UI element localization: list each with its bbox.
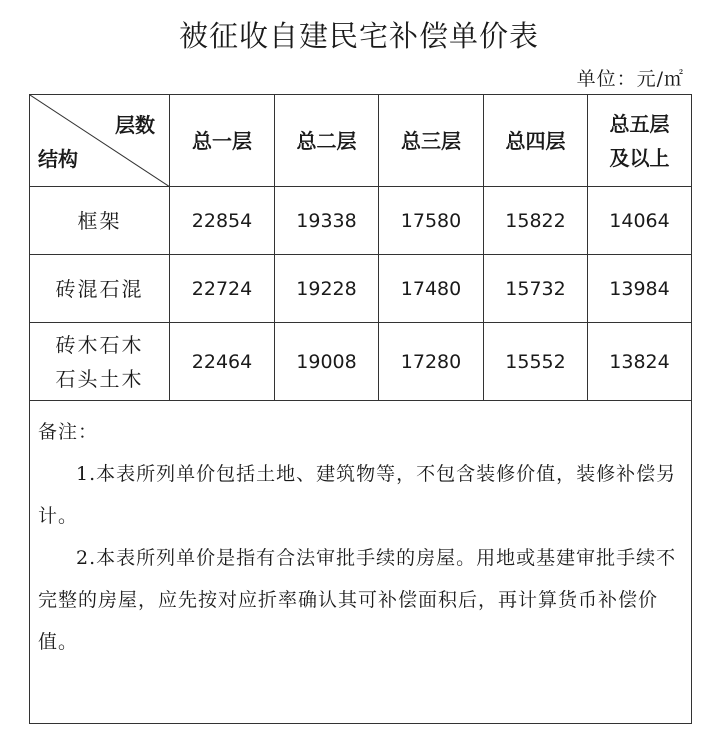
table-header-row: [30, 95, 692, 187]
table-cell: 15732: [484, 255, 588, 323]
table-row: [30, 255, 692, 323]
table-row: [30, 187, 692, 255]
note-item: 1.本表所列单价包括土地、建筑物等，不包含装修价值，装修补偿另计。: [38, 463, 677, 527]
row-label: 框架: [30, 187, 170, 255]
table-cell: 22854: [170, 187, 275, 255]
table-cell: 19008: [275, 323, 379, 401]
row-label-line: 石头土木: [55, 366, 144, 391]
corner-header-cell: [30, 95, 170, 187]
table-cell: 15822: [484, 187, 588, 255]
corner-floors-label: 层数: [115, 113, 155, 137]
table-cell: 13824: [588, 323, 692, 401]
table-cell: 19228: [275, 255, 379, 323]
table-cell: 17580: [379, 187, 484, 255]
row-label-line: 砖木石木: [55, 332, 144, 357]
note-item: 2.本表所列单价是指有合法审批手续的房屋。用地或基建审批手续不完整的房屋，应先按对应折率确认其可补偿面积后，再计算货币补偿价值。: [38, 547, 677, 653]
table-cell: 15552: [484, 323, 588, 401]
column-header: 总一层: [170, 95, 275, 187]
table-row: [30, 323, 692, 401]
column-header-line: 及以上: [609, 145, 670, 170]
row-label: [30, 323, 170, 401]
page-title: 被征收自建民宅补偿单价表: [178, 19, 539, 53]
notes-cell: [30, 401, 692, 724]
notes-heading: 备注：: [38, 421, 99, 443]
table-cell: 17480: [379, 255, 484, 323]
unit-label: 单位：元/㎡: [576, 68, 684, 90]
table-cell: 22464: [170, 323, 275, 401]
table-cell: 19338: [275, 187, 379, 255]
corner-structure-label: 结构: [38, 147, 78, 171]
column-header: 总四层: [484, 95, 588, 187]
column-header: 总二层: [275, 95, 379, 187]
price-table: [29, 94, 692, 724]
column-header-five-plus: [588, 95, 692, 187]
notes-row: [30, 401, 692, 724]
table-cell: 17280: [379, 323, 484, 401]
row-label: 砖混石混: [30, 255, 170, 323]
table-cell: 14064: [588, 187, 692, 255]
table-cell: 22724: [170, 255, 275, 323]
table-cell: 13984: [588, 255, 692, 323]
column-header: 总三层: [379, 95, 484, 187]
column-header-line: 总五层: [609, 111, 670, 136]
